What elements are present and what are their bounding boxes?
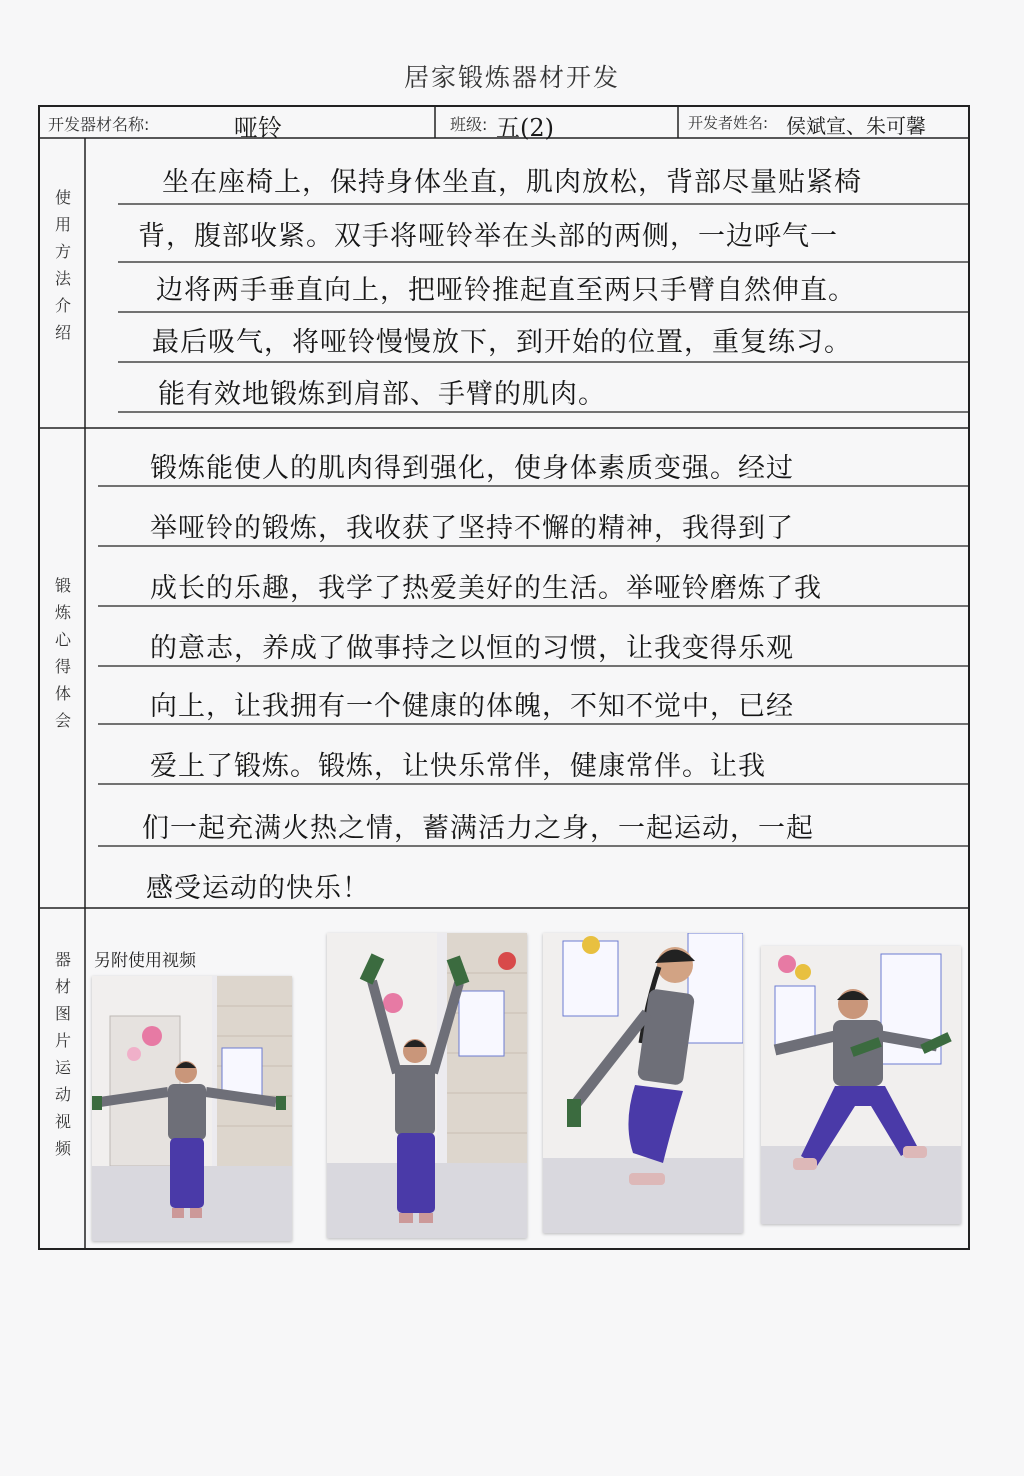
exercise-photo-2 (327, 933, 527, 1238)
photo-arms-out (92, 976, 292, 1241)
reflection-line-2: 举哑铃的锻炼，我收获了坚持不懈的精神，我得到了 (150, 513, 794, 544)
exercise-photo-3 (543, 933, 743, 1233)
exercise-photo-4 (761, 946, 961, 1224)
developer-label: 开发者姓名: (688, 114, 769, 132)
photo-side-lunge (543, 933, 743, 1233)
usage-section-label: 使 用 方 法 介 绍 (54, 188, 71, 342)
page-title: 居家锻炼器材开发 (403, 63, 620, 92)
class-label: 班级: (450, 115, 488, 134)
form-sheet (38, 100, 973, 1250)
developer-value: 侯斌宣、朱可馨 (786, 114, 926, 138)
usage-line-5: 能有效地锻炼到肩部、手臂的肌肉。 (158, 379, 606, 410)
usage-line-4: 最后吸气，将哑铃慢慢放下，到开始的位置，重复练习。 (152, 327, 852, 358)
reflection-section-label: 锻 炼 心 得 体 会 (54, 576, 71, 730)
usage-line-2: 背，腹部收紧。双手将哑铃举在头部的两侧，一边呼气一 (138, 221, 838, 252)
photo-wide-squat (761, 946, 961, 1224)
class-value: 五(2) (496, 114, 554, 142)
usage-line-3: 边将两手垂直向上，把哑铃推起直至两只手臂自然伸直。 (156, 275, 856, 306)
reflection-line-8: 感受运动的快乐！ (146, 873, 370, 904)
equipment-name-value: 哑铃 (234, 114, 282, 142)
reflection-line-1: 锻炼能使人的肌肉得到强化，使身体素质变强。经过 (150, 453, 794, 484)
photo-arms-raised (327, 933, 527, 1238)
equipment-name-label: 开发器材名称: (48, 115, 150, 134)
reflection-line-4: 的意志，养成了做事持之以恒的习惯，让我变得乐观 (150, 633, 794, 664)
video-note: 另附使用视频 (94, 951, 196, 971)
usage-line-1: 坐在座椅上，保持身体坐直，肌肉放松，背部尽量贴紧椅 (162, 167, 862, 198)
reflection-line-5: 向上，让我拥有一个健康的体魄，不知不觉中，已经 (150, 691, 794, 722)
reflection-line-7: 们一起充满火热之情，蓄满活力之身，一起运动，一起 (142, 813, 814, 844)
exercise-photo-1 (92, 976, 292, 1241)
photos-section-label: 器 材 图 片 运 动 视 频 (54, 950, 71, 1158)
reflection-line-6: 爱上了锻炼。锻炼，让快乐常伴，健康常伴。让我 (150, 751, 766, 782)
reflection-line-3: 成长的乐趣，我学了热爱美好的生活。举哑铃磨炼了我 (150, 573, 822, 604)
